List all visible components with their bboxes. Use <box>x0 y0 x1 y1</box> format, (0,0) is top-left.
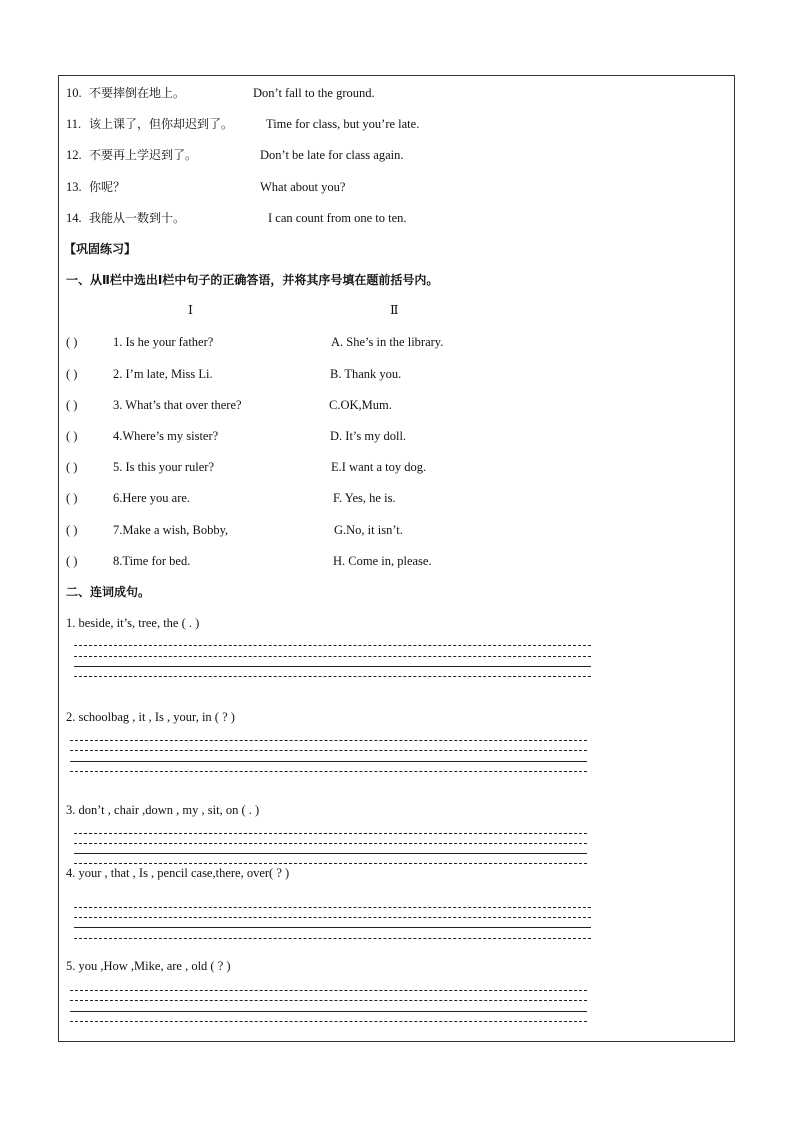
answer-option: F. Yes, he is. <box>333 491 396 505</box>
writing-line[interactable] <box>70 1000 587 1001</box>
answer-option: A. She’s in the library. <box>331 335 444 349</box>
writing-line[interactable] <box>70 750 587 751</box>
phrase-number: 10. <box>66 86 82 100</box>
column-header-2: Ⅱ <box>390 303 399 317</box>
answer-option: E.I want a toy dog. <box>331 460 427 474</box>
answer-blank[interactable]: ( ) <box>66 523 78 537</box>
writing-line[interactable] <box>74 676 591 677</box>
phrase-chinese: 我能从一数到十。 <box>89 211 186 225</box>
writing-line[interactable] <box>70 990 587 991</box>
phrase-number: 12. <box>66 148 82 162</box>
question-text: 8.Time for bed. <box>113 554 191 568</box>
writing-line[interactable] <box>74 645 591 646</box>
question-text: 1. Is he your father? <box>113 335 214 349</box>
sentence-item: 3. don’t , chair ,down , my , sit, on ( . ) <box>66 803 260 817</box>
phrase-chinese: 不要再上学迟到了。 <box>89 148 198 162</box>
writing-line[interactable] <box>74 917 591 918</box>
phrase-chinese: 你呢？ <box>89 180 126 194</box>
question-text: 2. I’m late, Miss Li. <box>113 367 213 381</box>
writing-line[interactable] <box>74 927 591 928</box>
answer-blank[interactable]: ( ) <box>66 429 78 443</box>
answer-blank[interactable]: ( ) <box>66 554 78 568</box>
answer-blank[interactable]: ( ) <box>66 460 78 474</box>
writing-line[interactable] <box>70 771 587 772</box>
answer-blank[interactable]: ( ) <box>66 398 78 412</box>
phrase-number: 13. <box>66 180 82 194</box>
phrase-english: I can count from one to ten. <box>268 211 407 225</box>
answer-option: G.No, it isn’t. <box>334 523 403 537</box>
phrase-chinese: 该上课了，但你却迟到了。 <box>89 117 234 131</box>
section2-title: 二、连词成句。 <box>66 585 151 599</box>
phrase-chinese: 不要摔倒在地上。 <box>89 86 186 100</box>
writing-line[interactable] <box>74 853 587 854</box>
phrase-english: Don’t fall to the ground. <box>253 86 375 100</box>
answer-blank[interactable]: ( ) <box>66 335 78 349</box>
writing-line[interactable] <box>74 938 591 939</box>
question-text: 5. Is this your ruler? <box>113 460 215 474</box>
writing-line[interactable] <box>74 666 591 667</box>
question-text: 3. What’s that over there? <box>113 398 242 412</box>
sentence-item: 4. your , that , Is , pencil case,there, over( ? ) <box>66 866 290 880</box>
sentence-item: 1. beside, it’s, tree, the ( . ) <box>66 616 200 630</box>
writing-line[interactable] <box>70 1011 587 1012</box>
answer-blank[interactable]: ( ) <box>66 491 78 505</box>
phrase-english: Time for class, but you’re late. <box>266 117 420 131</box>
phrase-number: 14. <box>66 211 82 225</box>
writing-line[interactable] <box>74 843 587 844</box>
answer-option: C.OK,Mum. <box>329 398 392 412</box>
question-text: 6.Here you are. <box>113 491 191 505</box>
phrase-english: Don’t be late for class again. <box>260 148 404 162</box>
answer-option: B. Thank you. <box>330 367 402 381</box>
question-text: 4.Where’s my sister? <box>113 429 219 443</box>
column-header-1: Ⅰ <box>188 303 193 317</box>
answer-blank[interactable]: ( ) <box>66 367 78 381</box>
section1-title: 一、从Ⅱ栏中选出Ⅰ栏中句子的正确答语，并将其序号填在题前括号内。 <box>66 273 439 287</box>
answer-option: D. It’s my doll. <box>330 429 407 443</box>
writing-line[interactable] <box>74 863 587 864</box>
sentence-item: 5. you ,How ,Mike, are , old ( ? ) <box>66 959 231 973</box>
writing-line[interactable] <box>70 761 587 762</box>
writing-line[interactable] <box>74 833 587 834</box>
question-text: 7.Make a wish, Bobby, <box>113 523 229 537</box>
writing-line[interactable] <box>70 740 587 741</box>
sentence-item: 2. schoolbag , it , Is , your, in ( ? ) <box>66 710 235 724</box>
consolidation-heading: 【巩固练习】 <box>64 242 137 256</box>
phrase-number: 11. <box>66 117 82 131</box>
writing-line[interactable] <box>74 656 591 657</box>
writing-line[interactable] <box>74 907 591 908</box>
writing-line[interactable] <box>70 1021 587 1022</box>
phrase-english: What about you? <box>260 180 346 194</box>
answer-option: H. Come in, please. <box>333 554 432 568</box>
